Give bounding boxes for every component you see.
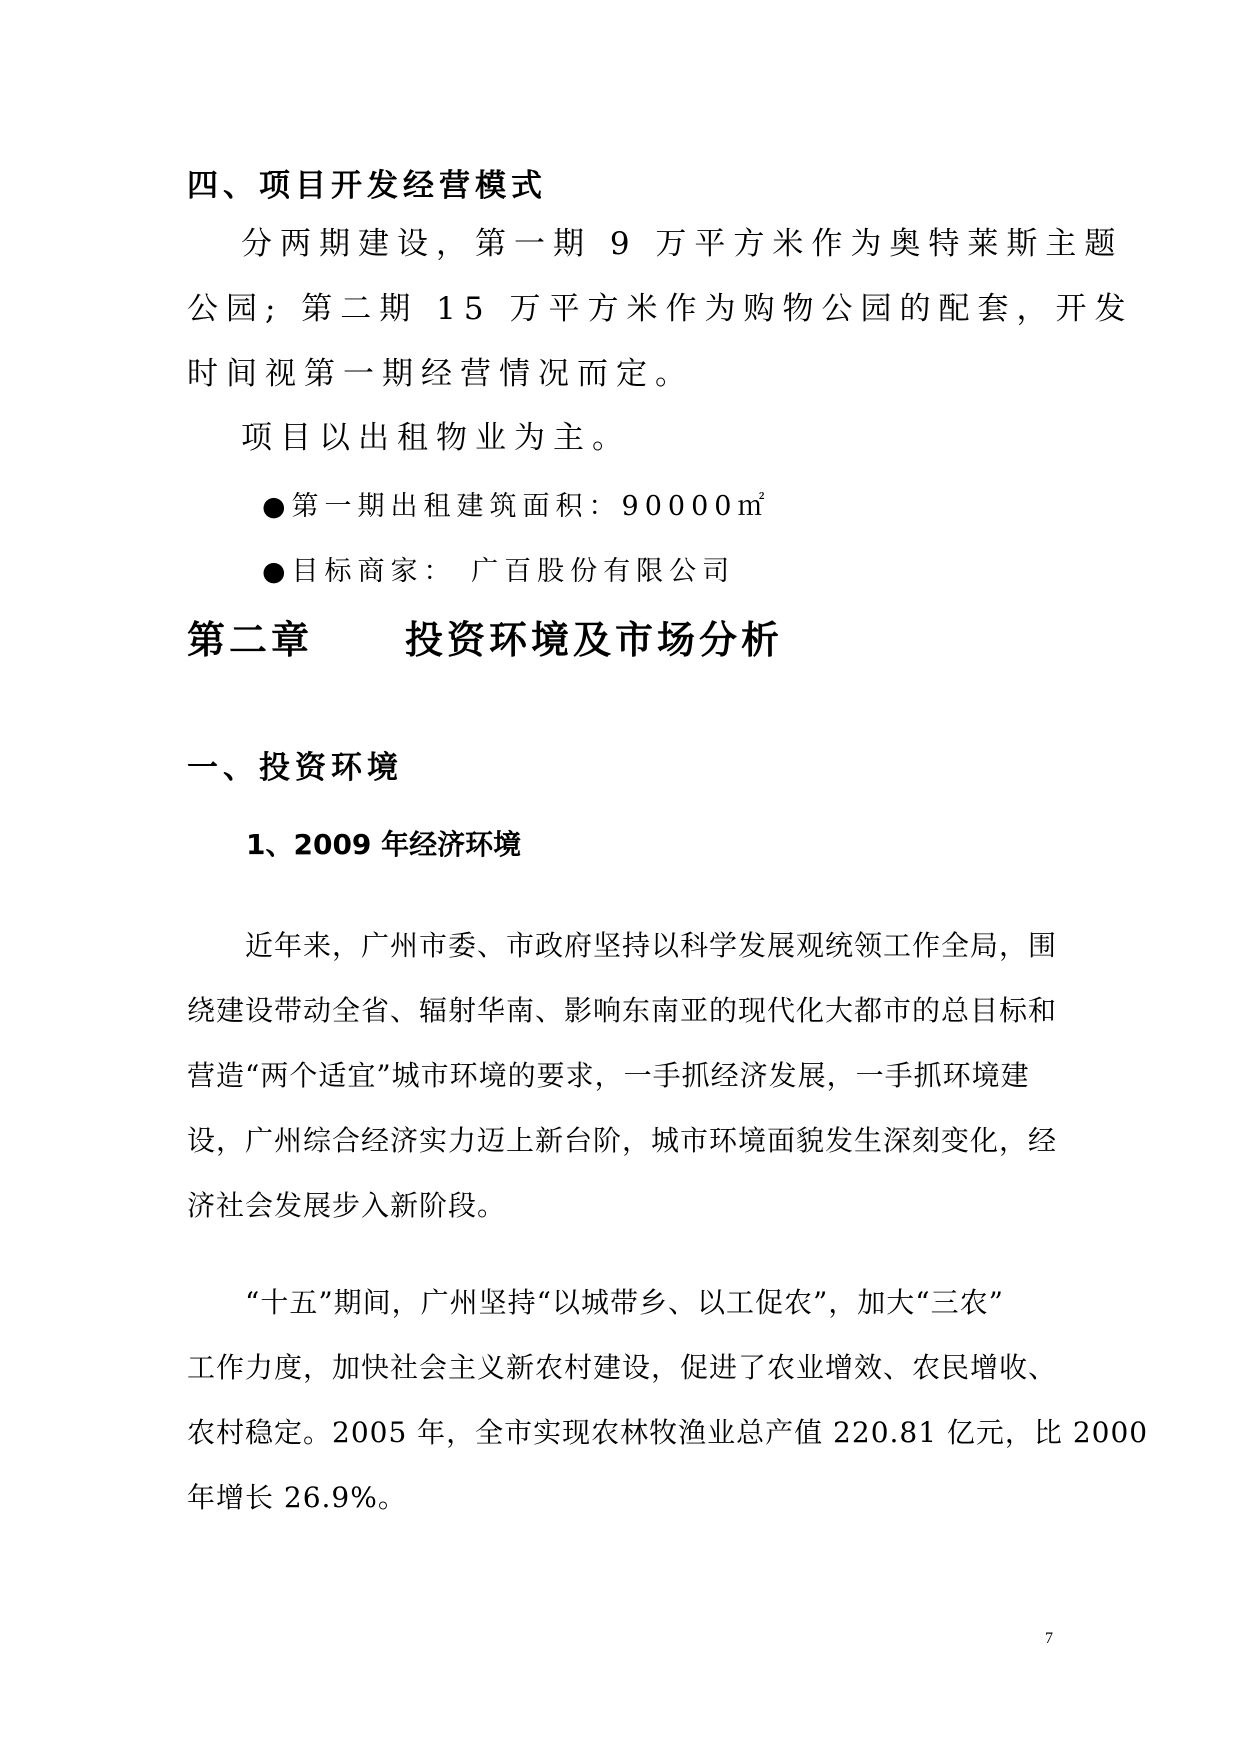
- section-four-para1-line3: 时间视第一期经营情况而定。: [187, 356, 694, 392]
- bullet-target-merchant: ●目标商家： 广百股份有限公司: [262, 556, 736, 587]
- section-one-para2-line1: “十五”期间，广州坚持“以城带乡、以工促农”，加大“三农”: [245, 1286, 1004, 1319]
- section-one-para2-line4: 年增长 26.9%。: [187, 1481, 407, 1514]
- section-one-para1-line2: 绕建设带动全省、辐射华南、影响东南亚的现代化大都市的总目标和: [187, 994, 1058, 1027]
- chapter-two-label: 第二章: [187, 618, 314, 662]
- section-one-para1-line1: 近年来，广州市委、市政府坚持以科学发展观统领工作全局，围: [245, 929, 1058, 962]
- section-one-para2-line2: 工作力度，加快社会主义新农村建设，促进了农业增效、农民增收、: [187, 1351, 1058, 1384]
- section-four-para2: 项目以出租物业为主。: [241, 420, 631, 456]
- section-one-para2-line3: 农村稳定。2005 年，全市实现农林牧渔业总产值 220.81 亿元，比 2000: [187, 1416, 1149, 1449]
- section-one-para1-line3: 营造“两个适宜”城市环境的要求，一手抓经济发展，一手抓环境建: [187, 1059, 1030, 1092]
- section-four-para1-line1: 分两期建设，第一期 9 万平方米作为奥特莱斯主题: [241, 226, 1124, 262]
- section-four-heading: 四、项目开发经营模式: [187, 168, 547, 204]
- bullet-rental-area: ●第一期出租建筑面积：90000㎡: [262, 491, 771, 522]
- section-one-para1-line5: 济社会发展步入新阶段。: [187, 1189, 507, 1222]
- page-number: 7: [1045, 1630, 1053, 1647]
- section-one-heading: 一、投资环境: [187, 750, 403, 786]
- section-four-para1-line2: 公园; 第二期 15 万平方米作为购物公园的配套，开发: [187, 291, 1134, 327]
- section-one-para1-line4: 设，广州综合经济实力迈上新台阶，城市环境面貌发生深刻变化，经: [187, 1124, 1058, 1157]
- chapter-two-title: 投资环境及市场分析: [405, 618, 784, 662]
- section-one-subheading: 1、2009 年经济环境: [246, 828, 522, 861]
